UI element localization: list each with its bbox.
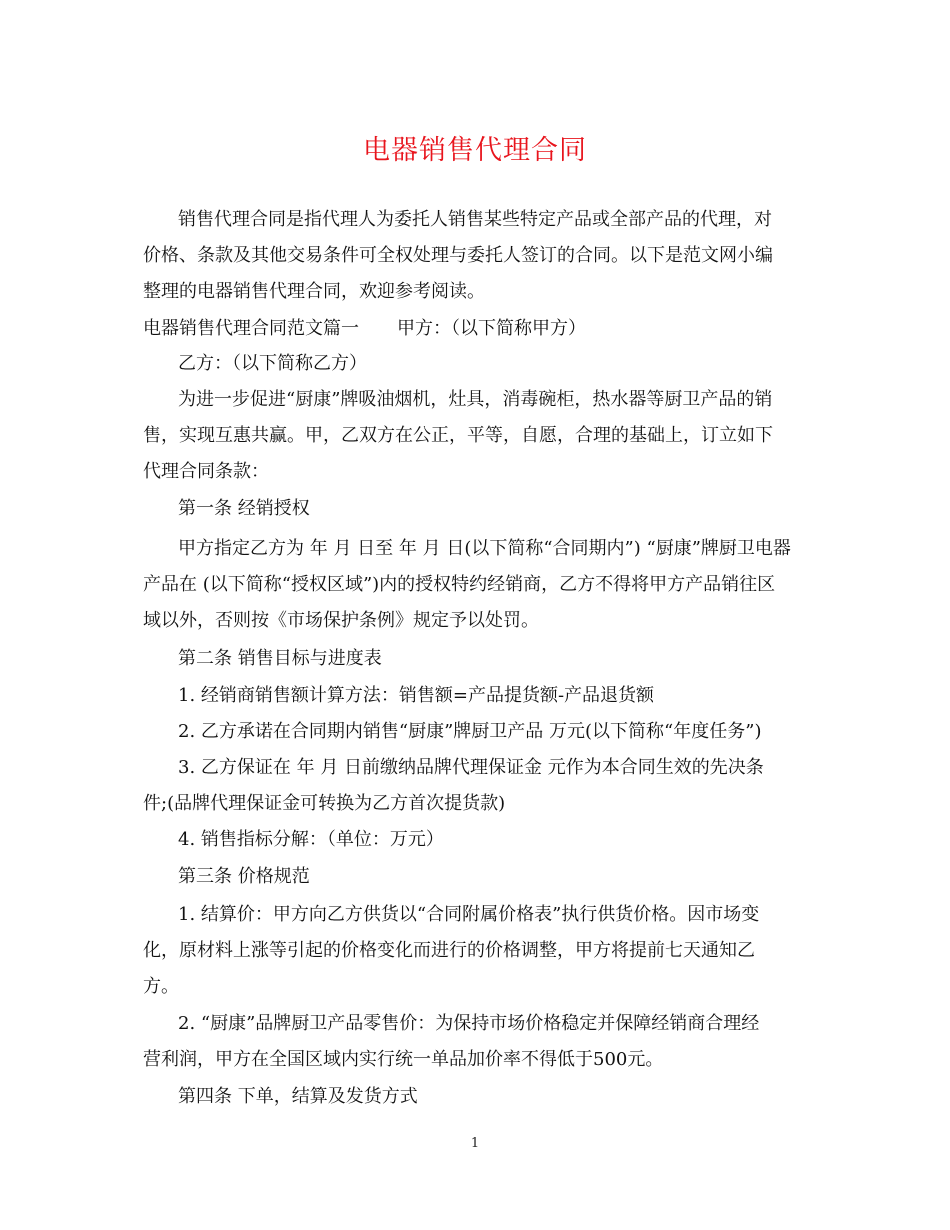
party-a-line: 甲方：（以下简称甲方）	[397, 318, 586, 339]
article-heading: 第一条 经销授权	[178, 498, 310, 519]
list-item: 2. “厨康”品牌厨卫产品零售价：为保持市场价格稳定并保障经销商合理经	[178, 1013, 760, 1034]
document-title: 电器销售代理合同	[363, 135, 587, 166]
list-item: 1. 经销商销售额计算方法：销售额=产品提货额-产品退货额	[178, 685, 655, 706]
paragraph-line: 甲方指定乙方为 年 月 日至 年 月 日(以下简称“合同期内”) “厨康”牌厨卫电器	[178, 538, 791, 559]
paragraph-line: 价格、条款及其他交易条件可全权处理与委托人签订的合同。以下是范文网小编	[143, 245, 773, 266]
section-heading: 电器销售代理合同范文篇一	[143, 318, 359, 339]
list-item: 2. 乙方承诺在合同期内销售“厨康”牌厨卫产品 万元(以下简称“年度任务”)	[178, 721, 762, 742]
list-item: 3. 乙方保证在 年 月 日前缴纳品牌代理保证金 元作为本合同生效的先决条	[178, 757, 764, 778]
section-heading-line	[143, 317, 586, 341]
paragraph-line: 为进一步促进“厨康”牌吸油烟机，灶具，消毒碗柜，热水器等厨卫产品的销	[178, 389, 773, 410]
article-heading: 第三条 价格规范	[178, 866, 310, 887]
article-heading: 第二条 销售目标与进度表	[178, 648, 382, 669]
paragraph-line: 产品在 (以下简称“授权区域”)内的授权特约经销商，乙方不得将甲方产品销往区	[143, 574, 776, 595]
party-b-line: 乙方：（以下简称乙方）	[178, 353, 367, 374]
list-item-continuation: 营利润，甲方在全国区域内实行统一单品加价率不得低于500元。	[143, 1049, 664, 1070]
paragraph-line: 售，实现互惠共赢。甲，乙双方在公正，平等，自愿，合理的基础上，订立如下	[143, 425, 773, 446]
list-item-continuation: 化，原材料上涨等引起的价格变化而进行的价格调整，甲方将提前七天通知乙	[143, 940, 755, 961]
list-item-continuation: 件;(品牌代理保证金可转换为乙方首次提货款)	[143, 793, 506, 814]
page-number: 1	[470, 1136, 480, 1151]
paragraph-line: 域以外，否则按《市场保护条例》规定予以处罚。	[143, 610, 539, 631]
paragraph-line: 代理合同条款：	[143, 461, 269, 482]
paragraph-line: 整理的电器销售代理合同，欢迎参考阅读。	[143, 281, 485, 302]
list-item-continuation: 方。	[143, 976, 179, 997]
list-item: 4. 销售指标分解：（单位：万元）	[178, 829, 444, 850]
paragraph-line: 销售代理合同是指代理人为委托人销售某些特定产品或全部产品的代理，对	[178, 209, 772, 230]
article-heading: 第四条 下单，结算及发货方式	[178, 1086, 418, 1107]
list-item: 1. 结算价：甲方向乙方供货以“合同附属价格表”执行供货价格。因市场变	[178, 904, 760, 925]
